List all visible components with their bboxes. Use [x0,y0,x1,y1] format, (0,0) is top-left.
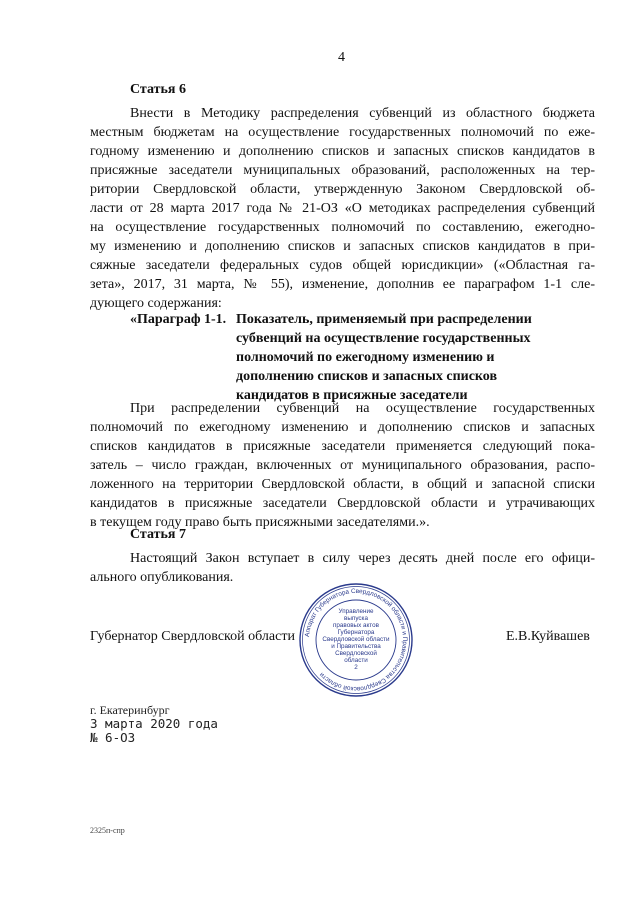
stamp-inner-line: Губернатора [337,629,375,636]
stamp-inner-line: выпуска [344,615,368,622]
stamp-inner-line: Управление [338,608,374,615]
text-line: ложенного на территории Свердловской области, в общий и запасной списки [90,477,595,492]
document-code: 2325п-спр [90,826,125,835]
stamp-seal-graphic [298,582,414,698]
paragraph-title-line: дополнению списков и запасных списков [236,369,498,384]
stamp-inner-line: 2 [354,664,358,671]
text-line: ласти от 28 марта 2017 года № 21-ОЗ «О методиках распределения субвенций [90,201,595,216]
official-stamp [298,582,414,698]
text-line: Внести в Методику распределения субвенций из областного бюджета [130,106,595,121]
text-line: полномочий по ежегодному изменению и дополнению списков и запасных [90,420,595,435]
stamp-ring-text: Аппарат Губернатора Свердловской области и Правительства Свердловской области [304,587,409,693]
paragraph-title-line: полномочий по ежегодному изменению и [236,350,495,365]
page-number: 4 [338,50,345,65]
article-7-heading: Статья 7 [130,527,186,542]
text-line: дующего содержания: [90,296,222,311]
text-line: кандидатов в присяжные заседатели Свердловской области и утрачивающих [90,496,595,511]
text-line: годному изменению и дополнению списков и запасных списков кандидатов в [90,144,595,159]
text-line: в текущем году право быть присяжными заседателями.». [90,515,430,530]
article-6-heading: Статья 6 [130,82,186,97]
stamp-inner-line: правовых актов [333,622,379,629]
stamp-inner-line: области [344,657,368,664]
text-line: присяжные заседатели муниципальных образований, расположенных на тер- [90,163,595,178]
signatory-name: Е.В.Куйвашев [506,629,590,644]
law-date: 3 марта 2020 года [90,716,218,731]
text-line: местным бюджетам на осуществление государственных полномочий по еже- [90,125,595,140]
text-line: ального опубликования. [90,570,234,585]
text-line: ритории Свердловской области, утвержденную Законом Свердловской об- [90,182,595,197]
text-line: зета», 2017, 31 марта, № 55), изменение, дополнив ее параграфом 1-1 сле- [90,277,595,292]
signatory-position: Губернатор Свердловской области [90,629,295,644]
law-number: № 6-ОЗ [90,730,136,745]
paragraph-prefix: «Параграф 1-1. [130,312,227,327]
stamp-inner-line: Свердловской [335,650,377,657]
paragraph-title-line: кандидатов в присяжные заседатели [236,388,468,403]
paragraph-title-line: Показатель, применяемый при распределении [236,312,532,327]
text-line: списков кандидатов в присяжные заседатели применяется следующий пока- [90,439,595,454]
stamp-inner-line: и Правительства [331,643,381,650]
text-line: на осуществление государственных полномочий по составлению, ежегодно- [90,220,595,235]
city: г. Екатеринбург [90,703,170,717]
text-line: сяжные заседатели федеральных судов общей юрисдикции» («Областная га- [90,258,595,273]
stamp-inner-line: Свердловской области [322,636,390,643]
text-line: При распределении субвенций на осуществление государственных [130,401,595,416]
text-line: затель – число граждан, включенных от муниципального образования, распо- [90,458,595,473]
paragraph-title-line: субвенций на осуществление государственных [236,331,531,346]
text-line: Настоящий Закон вступает в силу через десять дней после его офици- [130,551,595,566]
text-line: му изменению и дополнению списков и запасных списков кандидатов в при- [90,239,595,254]
